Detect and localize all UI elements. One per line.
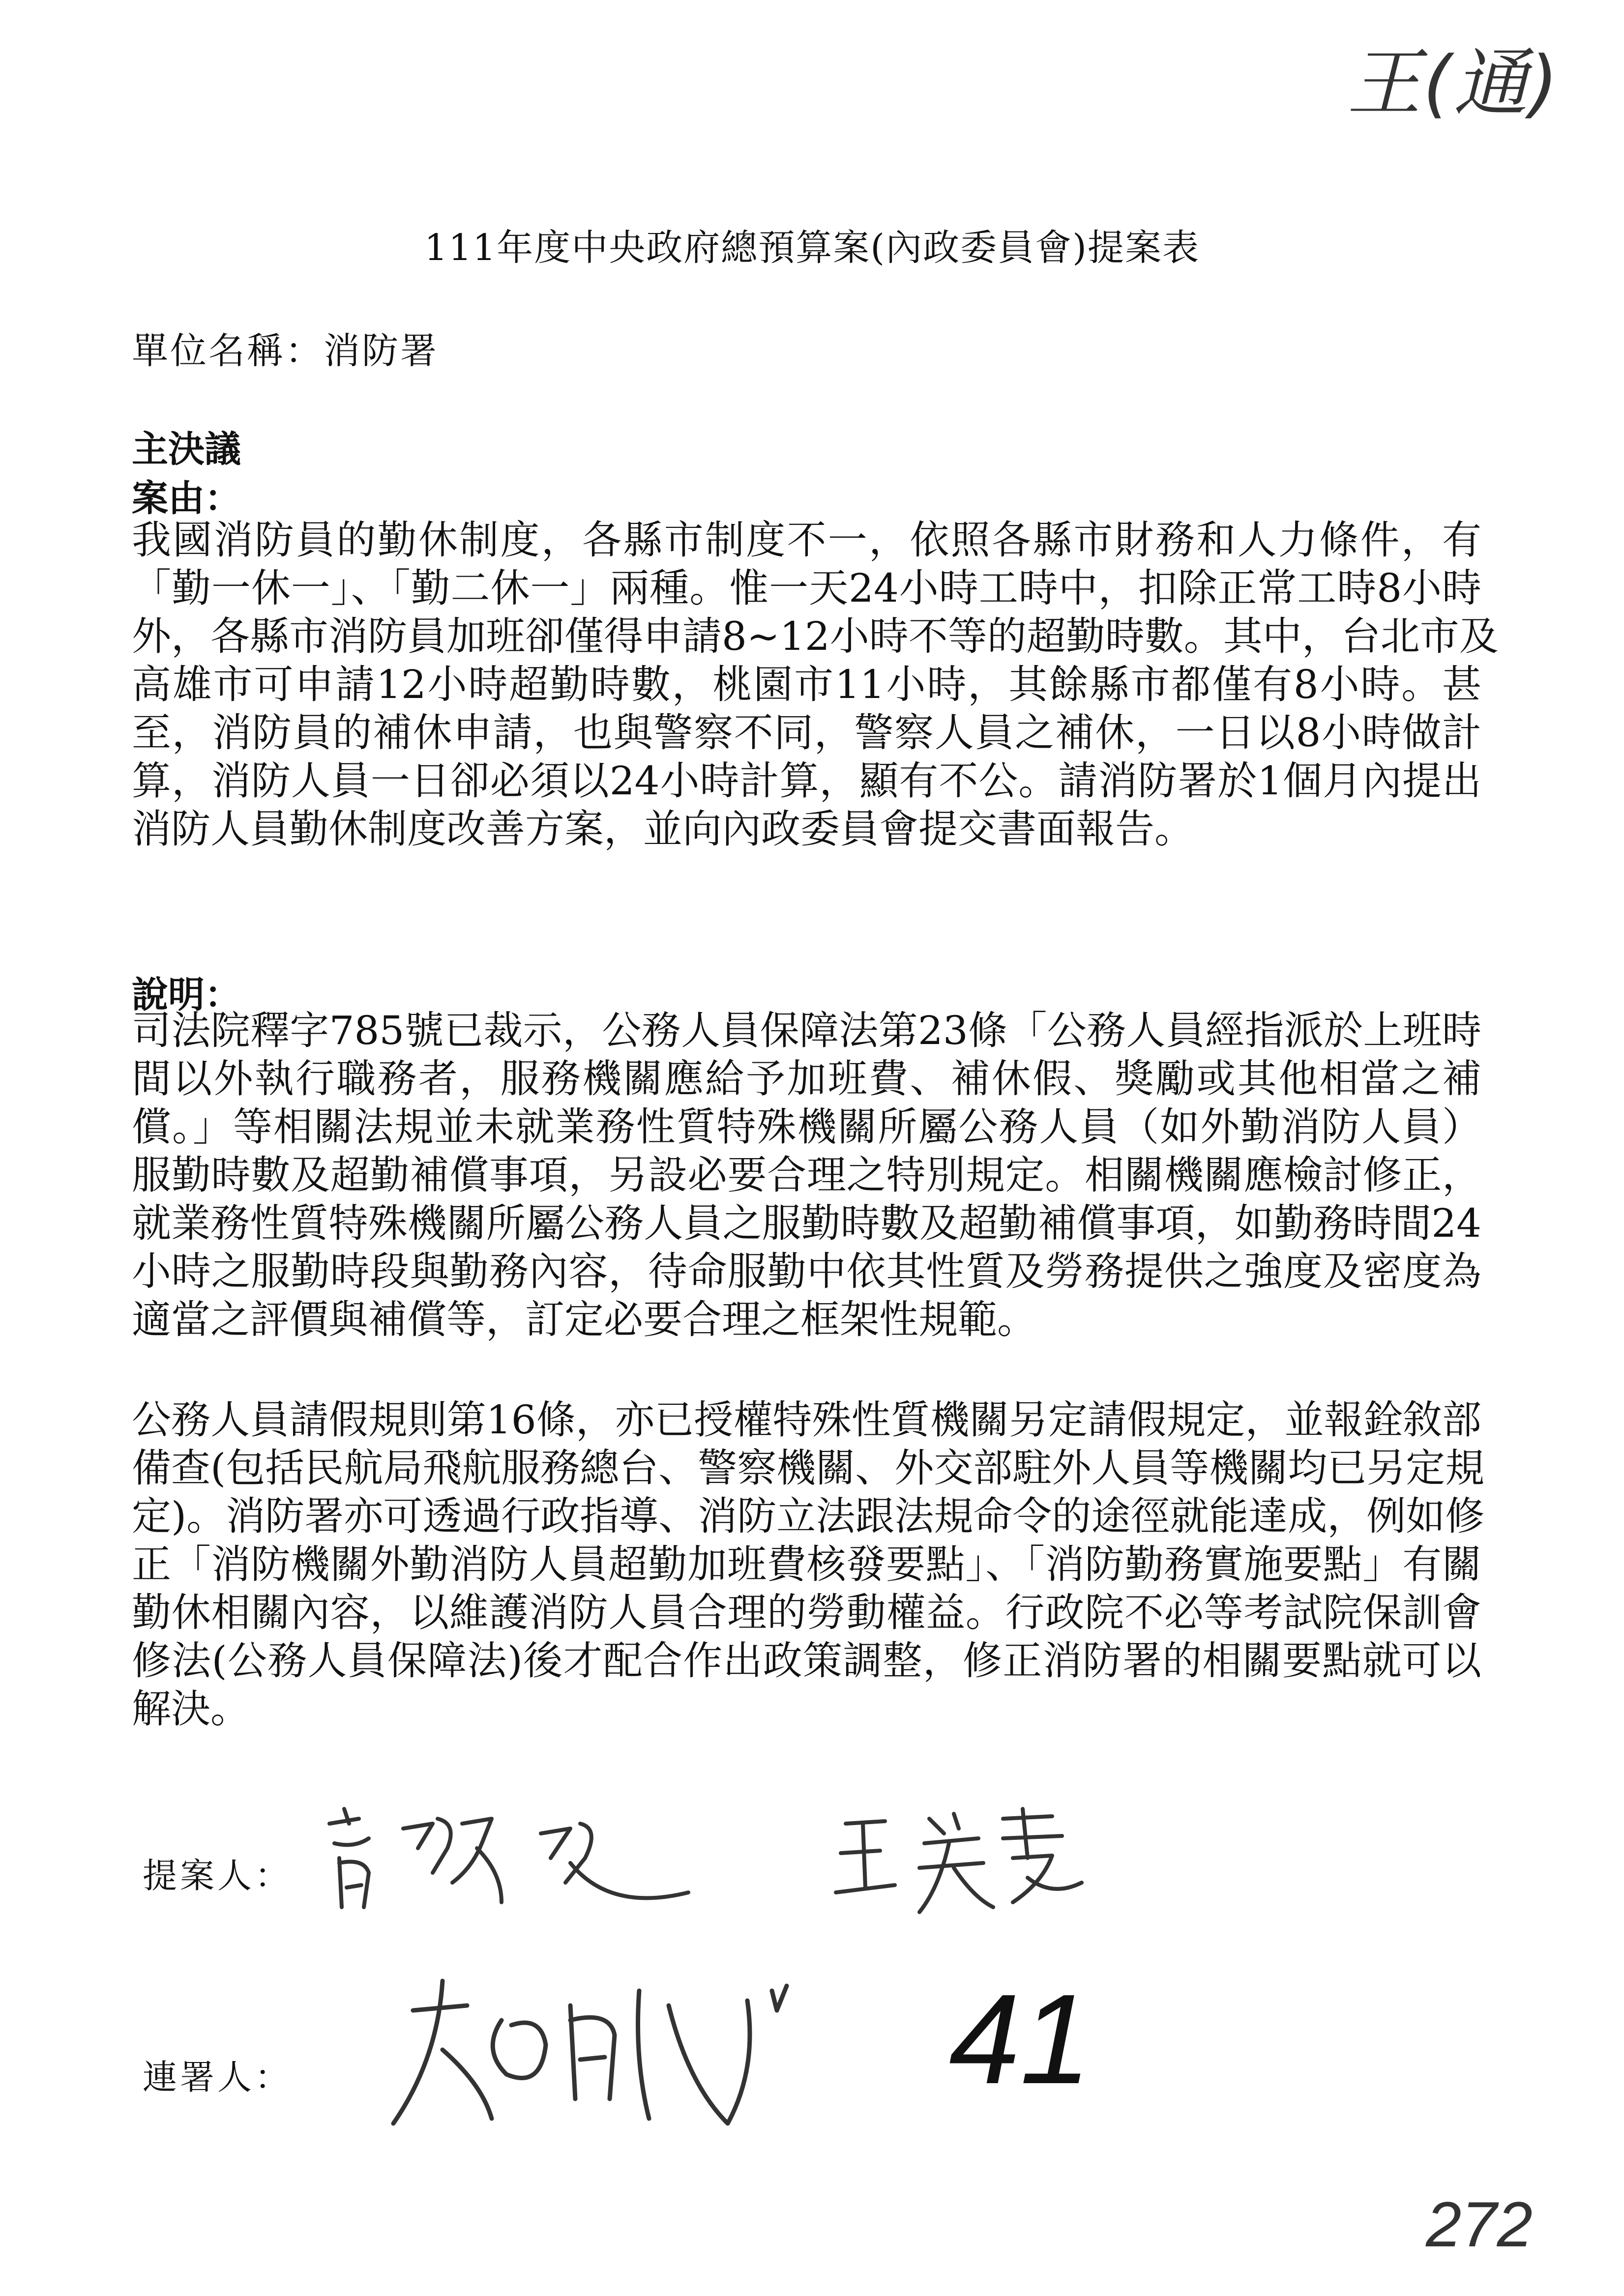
text-line: 我國消防員的勤休制度，各縣市制度不一，依照各縣市財務和人力條件，有: [132, 517, 1481, 563]
proposer-signature: [315, 1789, 1200, 1937]
explanation-paragraph-1: [132, 1007, 1481, 1344]
text-line: 勤休相關內容，以維護消防人員合理的勞動權益。行政院不必等考試院保訓會: [132, 1590, 1481, 1635]
cosigner-label: 連署人：: [143, 2057, 292, 2097]
text-line: 服勤時數及超勤補償事項，另設必要合理之特別規定。相關機關應檢討修正，: [132, 1152, 1481, 1198]
unit-name: 單位名稱：消防署: [132, 330, 439, 372]
text-line: 定)。消防署亦可透過行政指導、消防立法跟法規命令的途徑就能達成，例如修: [132, 1493, 1485, 1539]
text-line: 消防人員勤休制度改善方案，並向內政委員會提交書面報告。: [132, 806, 1194, 852]
text-line: 「勤一休一」、「勤二休一」兩種。惟一天24小時工時中，扣除正常工時8小時: [132, 565, 1481, 611]
text-line: 高雄市可申請12小時超勤時數，桃園市11小時，其餘縣市都僅有8小時。甚: [132, 662, 1481, 707]
proposer-label: 提案人：: [143, 1856, 292, 1896]
main-resolution-heading: 主決議: [132, 428, 241, 470]
reason-paragraph: [132, 516, 1499, 853]
text-line: 小時之服勤時段與勤務內容，待命服勤中依其性質及勞務提供之強度及密度為: [132, 1249, 1481, 1294]
cosigner-count: 41: [949, 1968, 1092, 2111]
page-title: 111年度中央政府總預算案(內政委員會)提案表: [424, 227, 1200, 269]
reason-heading: 案由：: [132, 477, 241, 520]
text-line: 外，各縣市消防員加班卻僅得申請8~12小時不等的超勤時數。其中，台北市及: [132, 613, 1499, 659]
text-line: 至，消防員的補休申請，也與警察不同，警察人員之補休，一日以8小時做計: [132, 710, 1481, 756]
cosigner-signature: [384, 1961, 1023, 2158]
text-line: 適當之評價與補償等，訂定必要合理之框架性規範。: [132, 1297, 1036, 1342]
text-line: 公務人員請假規則第16條，亦已授權特殊性質機關另定請假規定，並報銓敘部: [132, 1397, 1481, 1443]
explanation-heading: 說明：: [132, 974, 241, 1016]
text-line: 就業務性質特殊機關所屬公務人員之服勤時數及超勤補償事項，如勤務時間24: [132, 1200, 1481, 1246]
text-line: 解決。: [132, 1686, 250, 1732]
text-line: 償。」等相關法規並未就業務性質特殊機關所屬公務人員（如外勤消防人員）: [132, 1104, 1481, 1150]
text-line: 算，消防人員一日卻必須以24小時計算，顯有不公。請消防署於1個月內提出: [132, 758, 1481, 804]
text-line: 間以外執行職務者，服務機關應給予加班費、補休假、獎勵或其他相當之補: [132, 1056, 1481, 1102]
text-line: 司法院釋字785號已裁示，公務人員保障法第23條「公務人員經指派於上班時: [132, 1008, 1481, 1053]
explanation-paragraph-2: [132, 1396, 1485, 1733]
text-line: 備查(包括民航局飛航服務總台、警察機關、外交部駐外人員等機關均已另定規: [132, 1445, 1485, 1491]
page-number: 272: [1426, 2188, 1533, 2260]
text-line: 正「消防機關外勤消防人員超勤加班費核發要點」、「消防勤務實施要點」有關: [132, 1541, 1481, 1587]
text-line: 修法(公務人員保障法)後才配合作出政策調整，修正消防署的相關要點就可以: [132, 1638, 1481, 1684]
handwritten-note: 王(通): [1347, 41, 1561, 126]
